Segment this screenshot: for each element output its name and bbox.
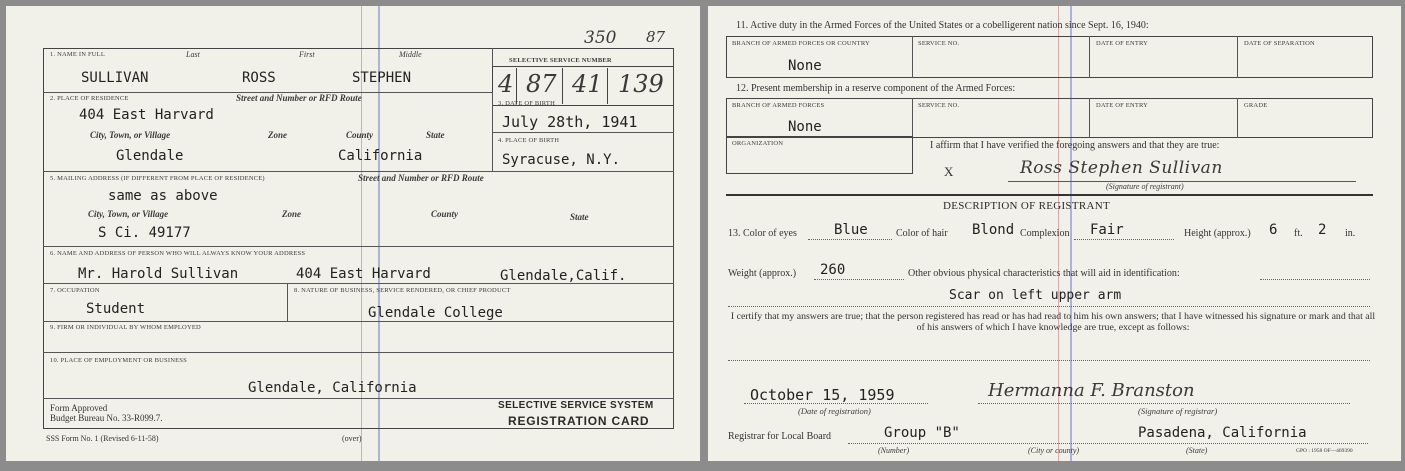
city-label: City, Town, or Village — [90, 130, 171, 140]
firm-label: 9. FIRM OR INDIVIDUAL BY WHOM EMPLOYED — [50, 324, 201, 331]
state-label-back: (State) — [1186, 446, 1208, 455]
certify-text: I certify that my answers are true; that the person registered has read or has had read to him his own answers; that I have witnessed his signature or mark and that all of his answers of which I have knowledge are true, except as follows: — [730, 311, 1376, 333]
number-label: (Number) — [878, 446, 910, 455]
employment-value: Glendale, California — [248, 380, 417, 396]
registration-card-title: REGISTRATION CARD — [508, 414, 650, 428]
q11-entry-header: DATE OF ENTRY — [1096, 40, 1149, 47]
employment-label: 10. PLACE OF EMPLOYMENT OR BUSINESS — [50, 357, 187, 364]
ssn-label: SELECTIVE SERVICE NUMBER — [509, 57, 612, 64]
q11-text: 11. Active duty in the Armed Forces of the United States or a cobelligerent nation since Sept. 16, 1940: — [736, 20, 1149, 31]
zone-label: Zone — [268, 130, 287, 140]
registration-card-back — [708, 6, 1401, 461]
organization-label: ORGANIZATION — [732, 140, 784, 147]
serial-number: 350 — [584, 28, 617, 48]
city-county-label: (City or county) — [1028, 446, 1080, 455]
ssn-digit-4: 139 — [618, 70, 664, 98]
ssn-digit-1: 4 — [498, 70, 514, 98]
q11-service-header: SERVICE NO. — [918, 40, 960, 47]
q12-branch-header: BRANCH OF ARMED FORCES — [732, 102, 825, 109]
street-rfd-label: Street and Number or RFD Route — [236, 93, 362, 103]
in-label: in. — [1345, 228, 1356, 239]
mailing-county-label: County — [431, 209, 459, 219]
form-number: SSS Form No. 1 (Revised 6-11-58) — [46, 434, 159, 443]
residence-street: 404 East Harvard — [79, 107, 214, 123]
registrar-signature: Hermanna F. Branston — [988, 380, 1195, 401]
board-city: Pasadena, California — [1138, 425, 1307, 441]
contact-name: Mr. Harold Sullivan — [78, 266, 239, 282]
budget-bureau: Budget Bureau No. 33-R099.7. — [50, 413, 163, 423]
q11-branch-header: BRANCH OF ARMED FORCES OR COUNTRY — [732, 40, 870, 47]
registrant-signature: Ross Stephen Sullivan — [1020, 158, 1223, 178]
eyes-label: 13. Color of eyes — [728, 228, 797, 239]
q12-service-header: SERVICE NO. — [918, 102, 960, 109]
q11-separation-header: DATE OF SEPARATION — [1244, 40, 1315, 47]
height-in-value: 2 — [1318, 222, 1327, 238]
pob-label: 4. PLACE OF BIRTH — [498, 137, 560, 144]
height-label: Height (approx.) — [1184, 228, 1251, 239]
gpo-note: GPO : 1958 OF—469390 — [1296, 448, 1353, 454]
residence-city: Glendale — [116, 148, 184, 164]
selective-service-system: SELECTIVE SERVICE SYSTEM — [498, 400, 654, 411]
date-of-birth: July 28th, 1941 — [502, 113, 638, 131]
residence-state: California — [338, 148, 423, 164]
last-name: SULLIVAN — [81, 70, 149, 86]
registration-date: October 15, 1959 — [750, 386, 895, 404]
ft-label: ft. — [1294, 228, 1303, 239]
mailing-zone-label: Zone — [282, 209, 301, 219]
ssn-digit-2: 87 — [526, 70, 557, 98]
registrant-signature-label: (Signature of registrant) — [1106, 182, 1184, 191]
x-mark: X — [944, 164, 954, 179]
middle-name: STEPHEN — [352, 70, 412, 86]
business-label: 8. NATURE OF BUSINESS, SERVICE RENDERED, OR CHIEF PRODUCT — [294, 287, 511, 294]
complexion-label: Complexion — [1020, 228, 1070, 239]
residence-label: 2. PLACE OF RESIDENCE — [50, 95, 129, 102]
complexion-value: Fair — [1090, 222, 1124, 238]
ssn-digit-3: 41 — [572, 70, 603, 98]
eyes-value: Blue — [834, 222, 868, 238]
weight-value: 260 — [820, 262, 846, 278]
q12-entry-header: DATE OF ENTRY — [1096, 102, 1149, 109]
date-label: (Date of registration) — [798, 406, 871, 416]
county-label: County — [346, 130, 374, 140]
mailing-state-label: State — [570, 212, 589, 222]
last-label: Last — [186, 50, 200, 59]
registrar-signature-label: (Signature of registrar) — [1138, 406, 1218, 416]
form-approved: Form Approved — [50, 403, 108, 413]
occupation-label: 7. OCCUPATION — [50, 287, 100, 294]
weight-label: Weight (approx.) — [728, 268, 797, 279]
contact-street: 404 East Harvard — [296, 266, 431, 282]
mailing-address: same as above — [108, 188, 218, 204]
q12-grade-header: GRADE — [1244, 102, 1268, 109]
affirm-text: I affirm that I have verified the foregoing answers and that they are true: — [930, 140, 1220, 151]
first-label: First — [299, 50, 315, 59]
hair-label: Color of hair — [896, 228, 948, 239]
q11-branch-value: None — [788, 58, 822, 74]
mailing-city: S Ci. 49177 — [98, 225, 191, 241]
board-number: Group "B" — [884, 425, 960, 441]
other-value: Scar on left upper arm — [949, 288, 1122, 303]
q12-text: 12. Present membership in a reserve component of the Armed Forces: — [736, 83, 1016, 94]
other-label: Other obvious physical characteristics that will aid in identification: — [908, 268, 1180, 279]
hair-value: Blond — [972, 222, 1015, 238]
contact-city: Glendale,Calif. — [500, 268, 627, 284]
over-note: (over) — [342, 434, 362, 443]
state-label: State — [426, 130, 445, 140]
mailing-city-label: City, Town, or Village — [88, 209, 169, 219]
place-of-birth: Syracuse, N.Y. — [502, 152, 621, 168]
mailing-street-label: Street and Number or RFD Route — [358, 173, 484, 183]
description-title: DESCRIPTION OF REGISTRANT — [943, 200, 1111, 212]
serial-suffix: 87 — [646, 28, 666, 46]
first-name: ROSS — [242, 70, 276, 86]
occupation-value: Student — [86, 301, 146, 317]
registrar-for-label: Registrar for Local Board — [728, 431, 832, 442]
name-label: 1. NAME IN FULL — [50, 51, 105, 58]
business-value: Glendale College — [368, 305, 503, 321]
contact-label: 6. NAME AND ADDRESS OF PERSON WHO WILL ALWAYS KNOW YOUR ADDRESS — [50, 250, 306, 257]
registration-card-front — [6, 6, 700, 461]
q12-branch-value: None — [788, 119, 822, 135]
height-ft-value: 6 — [1269, 222, 1278, 238]
mailing-label: 5. MAILING ADDRESS (IF DIFFERENT FROM PLACE OF RESIDENCE) — [50, 175, 265, 182]
middle-label: Middle — [399, 50, 422, 59]
dob-label: 3. DATE OF BIRTH — [498, 100, 555, 107]
